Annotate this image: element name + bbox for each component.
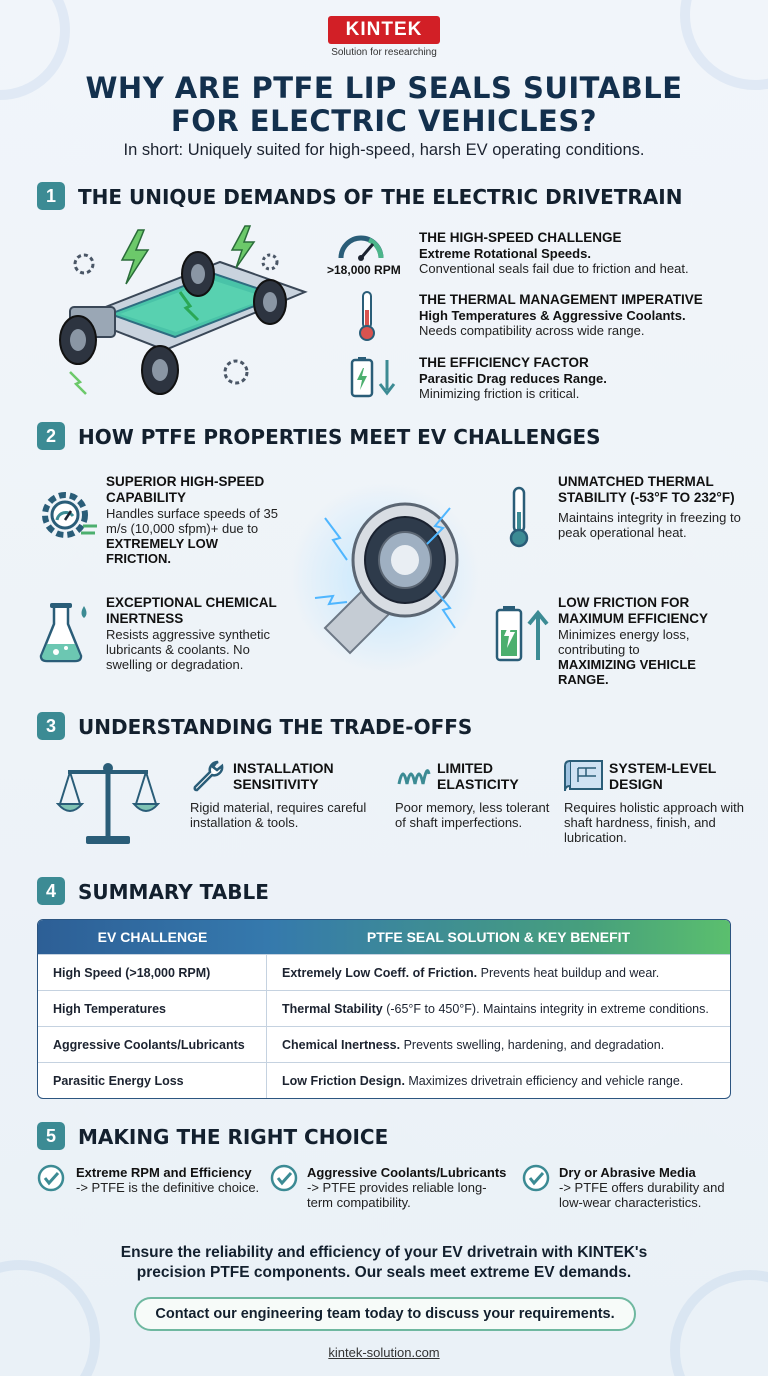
item-text: Resists aggressive synthetic lubricants & coolants. No swelling or degradation. <box>106 627 271 672</box>
item-heading: LOW FRICTION FOR MAXIMUM EFFICIENCY <box>558 595 708 626</box>
item-bold: Extreme Rotational Speeds. <box>419 246 591 261</box>
item-heading: UNMATCHED THERMAL STABILITY (-53°F TO 232°F) <box>558 474 735 505</box>
table-cell-challenge: Aggressive Coolants/Lubricants <box>38 1027 267 1062</box>
item-heading: SYSTEM-LEVEL DESIGN <box>609 760 717 792</box>
solution-text: Maximizes drivetrain efficiency and vehicle range. <box>404 1074 684 1088</box>
s3-system-heading <box>609 760 749 792</box>
solution-text: (-65°F to 450°F). Maintains integrity in extreme conditions. <box>382 1002 709 1016</box>
solution-bold: Low Friction Design. <box>282 1074 405 1088</box>
section-2-number: 2 <box>37 422 65 450</box>
solution-text: Prevents swelling, hardening, and degradation. <box>400 1038 665 1052</box>
table-cell-challenge: Parasitic Energy Loss <box>38 1063 267 1098</box>
brand-logo: KINTEK <box>328 16 440 44</box>
thermometer-icon <box>356 290 378 342</box>
item-bold: EXTREMELY LOW FRICTION. <box>106 536 218 566</box>
s3-elasticity-text <box>395 800 550 830</box>
item-text: Rigid material, requires careful installation & tools. <box>190 800 367 830</box>
s2-chemical-inertness <box>106 595 286 672</box>
item-text: Minimizing friction is critical. <box>419 386 580 401</box>
item-heading: EXCEPTIONAL CHEMICAL INERTNESS <box>106 595 277 626</box>
gear-speed-icon <box>37 486 99 544</box>
s3-elasticity-heading <box>437 760 557 792</box>
table-cell-challenge: High Speed (>18,000 RPM) <box>38 955 267 990</box>
title-line-2: FOR ELECTRIC VEHICLES? <box>170 104 598 138</box>
ev-chassis-illustration <box>40 222 330 400</box>
check-circle-icon <box>522 1164 550 1192</box>
item-heading: THE THERMAL MANAGEMENT IMPERATIVE <box>419 292 703 307</box>
item-text: Conventional seals fail due to friction and heat. <box>419 261 689 276</box>
section-2-title: HOW PTFE PROPERTIES MEET EV CHALLENGES <box>78 425 601 449</box>
table-cell-solution <box>267 1063 730 1098</box>
s2-thermal-stability <box>558 474 748 540</box>
section-5-title: MAKING THE RIGHT CHOICE <box>78 1125 389 1149</box>
solution-text: Prevents heat buildup and wear. <box>477 966 660 980</box>
solution-bold: Chemical Inertness. <box>282 1038 401 1052</box>
check-circle-icon <box>270 1164 298 1192</box>
balance-scale-icon <box>56 756 160 848</box>
choice-title: Dry or Abrasive Media <box>559 1165 696 1180</box>
flask-icon <box>38 600 90 664</box>
item-heading: SUPERIOR HIGH-SPEED CAPABILITY <box>106 474 265 505</box>
s1-item-efficiency <box>419 355 749 401</box>
closing-statement: Ensure the reliability and efficiency of your EV drivetrain with KINTEK's precision PTFE components. Our seals meet extreme EV demands. <box>120 1244 648 1281</box>
choice-text: -> PTFE is the definitive choice. <box>76 1180 260 1195</box>
check-circle-icon <box>37 1164 65 1192</box>
table-cell-solution <box>267 955 730 990</box>
choice-text: -> PTFE provides reliable long-term compatibility. <box>307 1180 487 1210</box>
s3-installation-text <box>190 800 370 830</box>
solution-bold: Thermal Stability <box>282 1002 383 1016</box>
wrench-icon <box>190 758 226 794</box>
s3-system-text <box>564 800 754 845</box>
choice-title: Aggressive Coolants/Lubricants <box>307 1165 507 1180</box>
item-bold: MAXIMIZING VEHICLE RANGE. <box>558 657 696 687</box>
solution-bold: Extremely Low Coeff. of Friction. <box>282 966 478 980</box>
thermometer-icon <box>506 486 532 548</box>
contact-cta-button[interactable]: Contact our engineering team today to discuss your requirements. <box>134 1297 636 1331</box>
table-header-cell: EV CHALLENGE <box>38 920 267 954</box>
item-text: Maintains integrity in freezing to peak operational heat. <box>558 510 741 540</box>
table-row <box>38 1026 730 1062</box>
table-cell-solution <box>267 1027 730 1062</box>
s2-low-friction <box>558 595 748 687</box>
table-header <box>38 920 730 954</box>
s5-choice-coolants <box>307 1165 512 1210</box>
battery-down-icon <box>349 356 399 398</box>
item-text: Poor memory, less tolerant of shaft imperfections. <box>395 800 550 830</box>
table-row <box>38 1062 730 1098</box>
summary-table <box>37 919 731 1099</box>
page-title <box>40 72 728 138</box>
spring-icon <box>395 760 431 790</box>
speedometer-icon <box>337 228 385 262</box>
choice-title: Extreme RPM and Efficiency <box>76 1165 252 1180</box>
s1-item-high-speed <box>419 230 749 276</box>
s5-choice-dry-media <box>559 1165 749 1210</box>
s5-choice-rpm <box>76 1165 266 1195</box>
choice-text: -> PTFE offers durability and low-wear characteristics. <box>559 1180 725 1210</box>
table-header-cell: PTFE SEAL SOLUTION & KEY BENEFIT <box>267 920 730 954</box>
s1-item-thermal <box>419 292 749 338</box>
section-3-number: 3 <box>37 712 65 740</box>
table-cell-challenge: High Temperatures <box>38 991 267 1026</box>
item-text: Requires holistic approach with shaft hardness, finish, and lubrication. <box>564 800 744 845</box>
section-3-title: UNDERSTANDING THE TRADE-OFFS <box>78 715 473 739</box>
brand-tagline: Solution for researching <box>331 47 437 58</box>
ptfe-seal-illustration <box>285 478 485 678</box>
title-line-1: WHY ARE PTFE LIP SEALS SUITABLE <box>85 71 683 105</box>
section-5-number: 5 <box>37 1122 65 1150</box>
blueprint-icon <box>564 758 604 794</box>
s3-installation-heading <box>233 760 383 792</box>
table-row <box>38 990 730 1026</box>
bg-gear-decoration <box>670 1270 768 1376</box>
battery-up-icon <box>494 604 554 664</box>
item-bold: High Temperatures & Aggressive Coolants. <box>419 308 686 323</box>
table-row <box>38 954 730 990</box>
item-bold: Parasitic Drag reduces Range. <box>419 371 607 386</box>
footer-website-link[interactable]: kintek-solution.com <box>328 1345 440 1360</box>
item-text: Minimizes energy loss, contributing to <box>558 627 690 657</box>
item-text: Needs compatibility across wide range. <box>419 323 645 338</box>
section-4-title: SUMMARY TABLE <box>78 880 269 904</box>
section-1-number: 1 <box>37 182 65 210</box>
page-subtitle: In short: Uniquely suited for high-speed, harsh EV operating conditions. <box>123 141 645 159</box>
item-heading: INSTALLATION SENSITIVITY <box>233 760 334 792</box>
item-text: Handles surface speeds of 35 m/s (10,000 sfpm)+ due to <box>106 506 278 536</box>
item-heading: THE HIGH-SPEED CHALLENGE <box>419 230 622 245</box>
item-heading: THE EFFICIENCY FACTOR <box>419 355 589 370</box>
table-cell-solution <box>267 991 730 1026</box>
item-heading: LIMITED ELASTICITY <box>437 760 519 792</box>
section-1-title: THE UNIQUE DEMANDS OF THE ELECTRIC DRIVETRAIN <box>78 185 683 209</box>
rpm-label: >18,000 RPM <box>327 263 401 277</box>
section-4-number: 4 <box>37 877 65 905</box>
s2-high-speed <box>106 474 286 566</box>
